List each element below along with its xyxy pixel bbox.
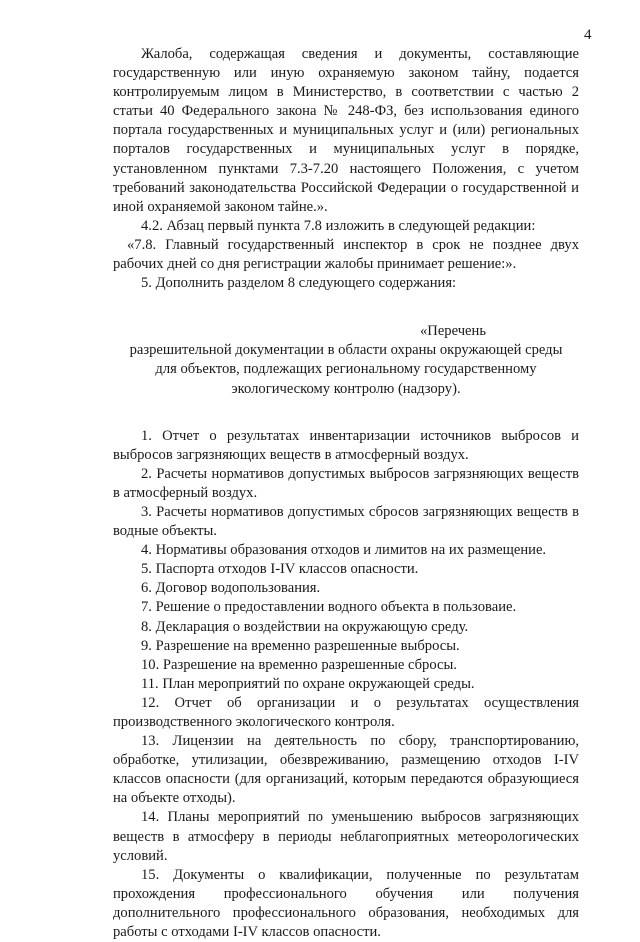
list-item: 2. Расчеты нормативов допустимых выбросов загрязняющих веществ в атмосферный воздух. (113, 465, 579, 501)
list-item: 7. Решение о предоставлении водного объекта в пользоваие. (141, 599, 517, 616)
paragraph-amendment-5: 5. Дополнить разделом 8 следующего содержания: (141, 275, 457, 292)
document-body (113, 45, 579, 942)
documents-list (113, 427, 579, 942)
list-item: 3. Расчеты нормативов допустимых сбросов загрязняющих веществ в водные объекты. (113, 503, 579, 540)
list-item: 6. Договор водопользования. (141, 580, 321, 597)
heading-line-4: экологическому контролю (надзору). (231, 380, 461, 397)
list-item: 15. Документы о квалификации, полученные по результатам прохождения профессионального обучения или получения дополнительного профессионального образования, необходимых для работы с отходами I-IV классов опасности. (113, 866, 579, 941)
list-item: 12. Отчет об организации и о результатах осуществления производственного экологического контроля. (113, 694, 579, 730)
list-item: 1. Отчет о результатах инвентаризации источников выбросов и выбросов загрязняющих веществ в атмосферный воздух. (113, 427, 579, 463)
paragraph-amendment-4-2: 4.2. Абзац первый пункта 7.8 изложить в следующей редакции: (141, 217, 536, 234)
section-heading (113, 322, 579, 398)
list-item: 10. Разрешение на временно разрешенные сбросы. (141, 656, 457, 673)
list-item: 14. Планы мероприятий по уменьшению выбросов загрязняющих веществ в атмосферу в периоды неблагоприятных метеорологических условий. (113, 809, 579, 864)
list-item: 11. План мероприятий по охране окружающей среды. (141, 675, 475, 692)
paragraph-complaint-secret: Жалоба, содержащая сведения и документы, составляющие государственную или иную охраняемую законом тайну, подается контролируемым лицом в Министерство, в соответствии с частью 2 статьи 40 Федерального закона № 248-ФЗ, без использования единого портала государственных и муниципальных услуг и (или) региональных порталов государственных и муниципальных услуг в порядке, установленном пунктами 7.3-7.20 настоящего Положения, с учетом требований законодательства Российской Федерации о государственной и иной охраняемой законом тайне.». (113, 46, 579, 215)
list-item: 5. Паспорта отходов I-IV классов опасности. (141, 561, 419, 578)
page-number: 4 (584, 27, 592, 43)
list-item: 8. Декларация о воздействии на окружающую среду. (141, 618, 469, 635)
list-item: 4. Нормативы образования отходов и лимитов на их размещение. (141, 542, 547, 559)
heading-line-2: разрешительной документации в области охраны окружающей среды (129, 342, 563, 359)
list-item: 9. Разрешение на временно разрешенные выбросы. (141, 637, 460, 654)
heading-title: «Перечень (419, 323, 486, 340)
paragraph-quote-7-8: «7.8. Главный государственный инспектор в срок не позднее двух рабочих дней со дня регистрации жалобы принимает решение:». (113, 236, 579, 273)
list-item: 13. Лицензии на деятельность по сбору, транспортированию, обработке, утилизации, обезвреживанию, размещению отходов I-IV классов опасности (для организаций, которым передаются образующиеся на объекте отходы). (113, 733, 579, 807)
heading-line-3: для объектов, подлежащих региональному государственному (155, 361, 537, 378)
